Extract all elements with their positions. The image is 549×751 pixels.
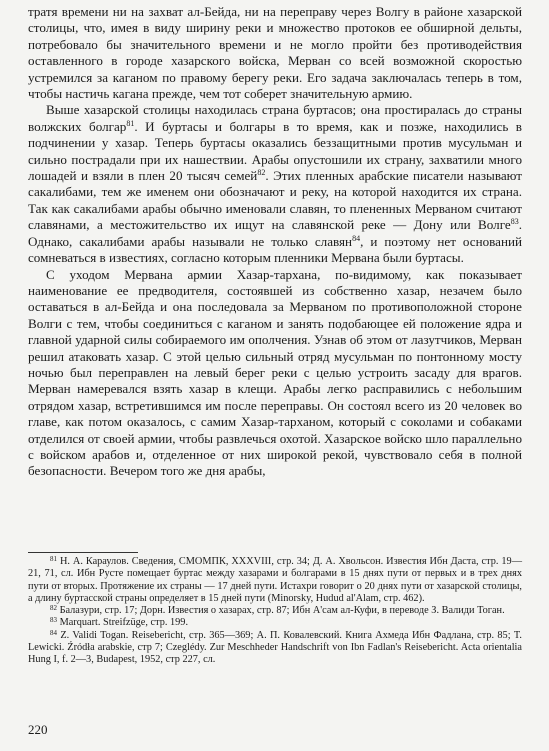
- footnote-divider: [28, 552, 138, 553]
- footnote-text: Marquart. Streifzüge, стр. 199.: [59, 617, 189, 629]
- footnote-number: 83: [50, 616, 57, 625]
- footnote-ref-83[interactable]: 83: [510, 217, 519, 227]
- footnote-number: 81: [50, 555, 57, 563]
- paragraph-2-start: Выше хазарской столицы находилась страна буртасов; она простиралась до страны волжских болгар: [28, 102, 522, 134]
- footnote-ref-81[interactable]: 81: [126, 118, 135, 128]
- footnote-number: 82: [50, 604, 57, 613]
- paragraph-3: С уходом Мервана армии Хазар-тархана, по-видимому, как показывает наименование ее предводителя, состоявшей из собственно хазар, незачем было оставаться в ал-Бейда и она последовала за Мерваном по противоположной стороне Волги с тем, чтобы соединиться с каганом и занять подобающее ей положение ядра и главной ударной силы собираемого им ополчения. Узнав об этом от лазутчиков, Мерван решил атаковать хазар. С этой целью сильный отряд мусульман по понтонному мосту ночью был переправлен на левый берег реки с целью устроить засаду для врагов. Мерван намеревался взять хазар в клещи. Арабы легко расправились с небольшим отрядом хазар, встретившимся им после переправы. Он состоял всего из 20 человек во главе, как потом оказалось, с самим Хазар-тарханом, который с соколами и собаками отделился от своей армии, чтобы развлечься охотой. Хазарское войско шло параллельно с войском арабов и, отделенное от них широкой рекой, чувствовало себя в полной безопасности. Вечером того же дня арабы,: [28, 266, 522, 479]
- footnote-text: Н. А. Караулов. Сведения, СМОМПК, XXXVIII, стр. 34; Д. А. Хвольсон. Известия Ибн Даста, стр. 19—21, 71, сл. Ибн Русте помещает буртас между хазарами и болгарами в 15 днях пути от первых и в трех днях пути от вторых. Протяжение их страны — 17 дней пути. Истахри говорит о 20 днях пути от хазарской столицы, а длину буртасской страны определяет в 15 дней пути (Minorsky, Hudud al'Alam, стр. 462).: [28, 556, 522, 604]
- footnote-text: Z. Validi Togan. Reisebericht, стр. 365—369; А. П. Ковалевский. Книга Ахмеда Ибн Фадлана, стр. 85; T. Lewicki. Źródła arabskie, стр 7; Czeglédy. Zur Meschheder Handschrift von Ibn Fadlan's Reisebericht. Acta orientalia Hung I, f. 2—3, Budapest, 1952, стр 227, сл.: [28, 629, 522, 666]
- footnote-ref-82[interactable]: 82: [257, 168, 266, 178]
- paragraph-2-part-c: . Однако, сакалибами арабы называли не только славян: [28, 217, 522, 249]
- footnotes: [28, 556, 522, 667]
- paragraph-2-part-a: . И буртасы и болгары в то время, как и позже, находились в подчинении у хазар. Теперь буртасы оказались беззащитными против мусульман и сильно пострадали при их нашествии. Арабы опустошили их страну, захватили много лошадей и взяли в плен 20 тысяч семей: [28, 118, 522, 184]
- footnote-81: [28, 556, 522, 605]
- footnote-82: [28, 605, 522, 617]
- paragraph-2-part-b: . Этих пленных арабские писатели называют сакалибами, тем же именем они обозначают и реку, на которой находится их страна. Так как сакалибами арабы обычно именовали славян, то плененных Мерваном считают славянами, а местожительство их ищут на славянской реке — Дону или Волге: [28, 168, 522, 233]
- footnote-text: Балазури, стр. 17; Дорн. Известия о хазарах, стр. 87; Ибн А'сам ал-Куфи, в переводе З. Валиди Тоган.: [59, 605, 505, 617]
- paragraph-2-part-d: , и поэтому нет оснований сомневаться в известиях, согласно которым пленники Мервана были буртасы.: [28, 233, 523, 266]
- page-number: 220: [28, 722, 48, 737]
- paragraph-2: [28, 102, 522, 266]
- footnote-ref-84[interactable]: 84: [352, 233, 361, 243]
- footnote-83: [28, 617, 522, 629]
- paragraph-1: тратя времени ни на захват ал-Бейда, ни на переправу через Волгу в районе хазарской столицы, что, имея в виду ширину реки и множество протоков ее обширной дельты, потребовало бы значительного времени и не могло пройти без противодействия оставленного в городе хазарского войска, Мерван со всей возможной скоростью устремился за каганом по правому берегу реки. Его задача заключалась теперь в том, чтобы настичь кагана прежде, чем тот соберет значительную армию.: [28, 4, 522, 102]
- main-text: [28, 4, 522, 480]
- footnote-84: [28, 630, 522, 667]
- footnote-number: 84: [50, 628, 57, 637]
